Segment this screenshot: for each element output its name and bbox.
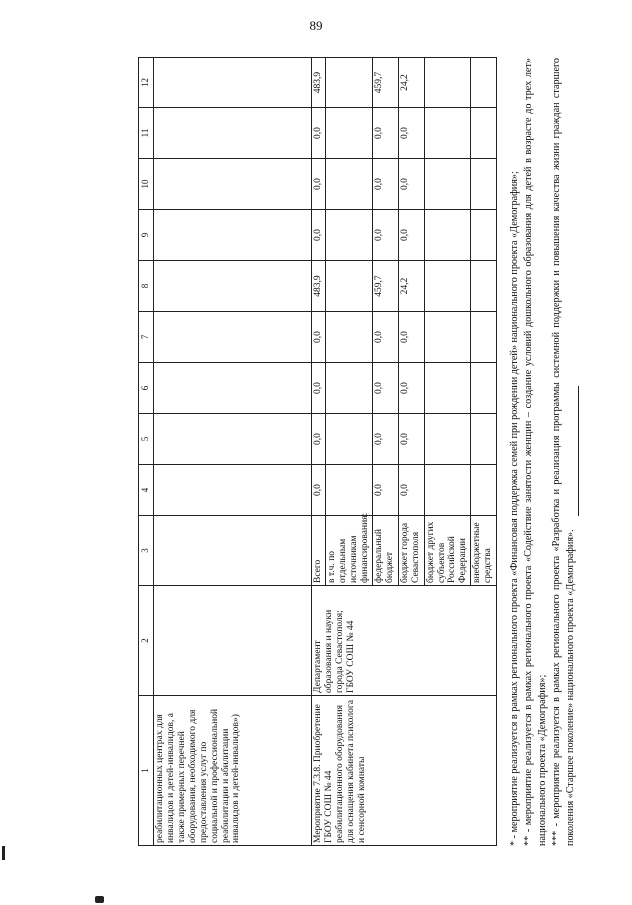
empty-cell: [154, 586, 312, 696]
empty-cell: [154, 414, 312, 465]
value-cell: 0,0: [312, 159, 326, 210]
value-cell: 0,0: [372, 465, 398, 516]
value-cell: [424, 58, 471, 108]
value-cell: [424, 159, 471, 210]
empty-cell: [154, 516, 312, 586]
header-cell: 8: [139, 261, 154, 312]
footnote-2: ** - мероприятие реализуется в рамках регионального проекта «Содействие занятости женщин – создание условий дошкольного образования для детей в возрасте до трех лет» национального проекта «Демография»;: [523, 58, 548, 846]
footnotes: [508, 58, 578, 846]
value-cell: [325, 210, 372, 261]
value-cell: [325, 414, 372, 465]
header-cell: 11: [139, 108, 154, 159]
value-cell: [471, 414, 497, 465]
header-cell: 1: [139, 696, 154, 846]
empty-cell: [154, 312, 312, 363]
value-cell: [325, 159, 372, 210]
empty-cell: [154, 159, 312, 210]
empty-cell: [154, 108, 312, 159]
value-cell: [471, 108, 497, 159]
value-cell: [325, 465, 372, 516]
value-cell: [471, 261, 497, 312]
value-cell: [325, 312, 372, 363]
header-cell: 5: [139, 414, 154, 465]
table-row: [312, 58, 326, 846]
header-cell: 2: [139, 586, 154, 696]
value-cell: 0,0: [312, 210, 326, 261]
header-cell: 6: [139, 363, 154, 414]
financing-table: [138, 57, 497, 846]
source-cell: бюджет других субъектов Российской Федерации: [424, 516, 471, 586]
header-cell: 4: [139, 465, 154, 516]
value-cell: 0,0: [398, 159, 424, 210]
value-cell: 0,0: [312, 414, 326, 465]
value-cell: 0,0: [372, 363, 398, 414]
source-cell: в т.ч. по отдельным источникам финансирования:: [325, 516, 372, 586]
footnote-1: * - мероприятие реализуется в рамках регионального проекта «Финансовая поддержка семей при рождении детей» национального проекта «Демография»;: [509, 171, 520, 846]
value-cell: [424, 210, 471, 261]
header-row: [139, 58, 154, 846]
value-cell: 0,0: [312, 312, 326, 363]
value-cell: 0,0: [312, 363, 326, 414]
value-cell: [471, 210, 497, 261]
header-cell: 12: [139, 58, 154, 108]
empty-cell: [154, 363, 312, 414]
value-cell: 483,9: [312, 261, 326, 312]
value-cell: [424, 108, 471, 159]
header-cell: 9: [139, 210, 154, 261]
source-cell: Всего: [312, 516, 326, 586]
value-cell: [325, 108, 372, 159]
scan-mark: [2, 846, 5, 860]
value-cell: [471, 363, 497, 414]
value-cell: 24,2: [398, 261, 424, 312]
header-cell: 3: [139, 516, 154, 586]
measure-executor: Департамент образования и науки города Севастополя; ГБОУ СОШ № 44: [312, 586, 497, 696]
value-cell: 0,0: [372, 414, 398, 465]
continuation-row: [154, 58, 312, 846]
footnote-3: *** - мероприятие реализуется в рамках регионального проекта «Разработка и реализация программы системной поддержки и повышения качества жизни граждан старшего поколения «Старшее поколение» национального проекта «Демография».: [551, 58, 576, 846]
header-cell: 7: [139, 312, 154, 363]
value-cell: [424, 312, 471, 363]
value-cell: 0,0: [398, 210, 424, 261]
value-cell: [325, 363, 372, 414]
value-cell: 0,0: [372, 312, 398, 363]
value-cell: 0,0: [372, 108, 398, 159]
value-cell: [325, 58, 372, 108]
value-cell: 0,0: [398, 363, 424, 414]
measure-name: Мероприятие 7.3.8. Приобретение ГБОУ СОШ № 44 реабилитационного оборудования для оснащения кабинета психолога и сенсорной комнаты: [312, 696, 497, 846]
value-cell: 0,0: [398, 108, 424, 159]
value-cell: [424, 465, 471, 516]
source-cell: внебюджетные средства: [471, 516, 497, 586]
value-cell: [471, 312, 497, 363]
value-cell: [471, 159, 497, 210]
value-cell: 24,2: [398, 58, 424, 108]
empty-cell: [154, 261, 312, 312]
value-cell: [424, 414, 471, 465]
value-cell: 483,9: [312, 58, 326, 108]
value-cell: [424, 261, 471, 312]
value-cell: 459,7: [372, 261, 398, 312]
empty-cell: [154, 58, 312, 108]
page-number: 89: [309, 18, 323, 33]
rotated-page-content: [138, 58, 576, 846]
value-cell: 0,0: [398, 465, 424, 516]
value-cell: [471, 465, 497, 516]
value-cell: 459,7: [372, 58, 398, 108]
value-cell: [424, 363, 471, 414]
value-cell: 0,0: [312, 465, 326, 516]
header-cell: 10: [139, 159, 154, 210]
closing-rule: [578, 386, 579, 516]
value-cell: 0,0: [372, 210, 398, 261]
empty-cell: [154, 210, 312, 261]
scan-mark: [95, 896, 104, 903]
value-cell: [325, 261, 372, 312]
value-cell: 0,0: [312, 108, 326, 159]
value-cell: 0,0: [398, 414, 424, 465]
value-cell: 0,0: [398, 312, 424, 363]
source-cell: бюджет города Севастополя: [398, 516, 424, 586]
empty-cell: [154, 465, 312, 516]
continuation-text: реабилитационных центрах для инвалидов и детей-инвалидов, а также примерных перечней оборудования, необходимого для предоставления услуг по социальной и профессиональной реабилитации и абилитации инвалидов и детей-инвалидов»): [154, 696, 312, 846]
value-cell: 0,0: [372, 159, 398, 210]
source-cell: федеральный бюджет: [372, 516, 398, 586]
value-cell: [471, 58, 497, 108]
